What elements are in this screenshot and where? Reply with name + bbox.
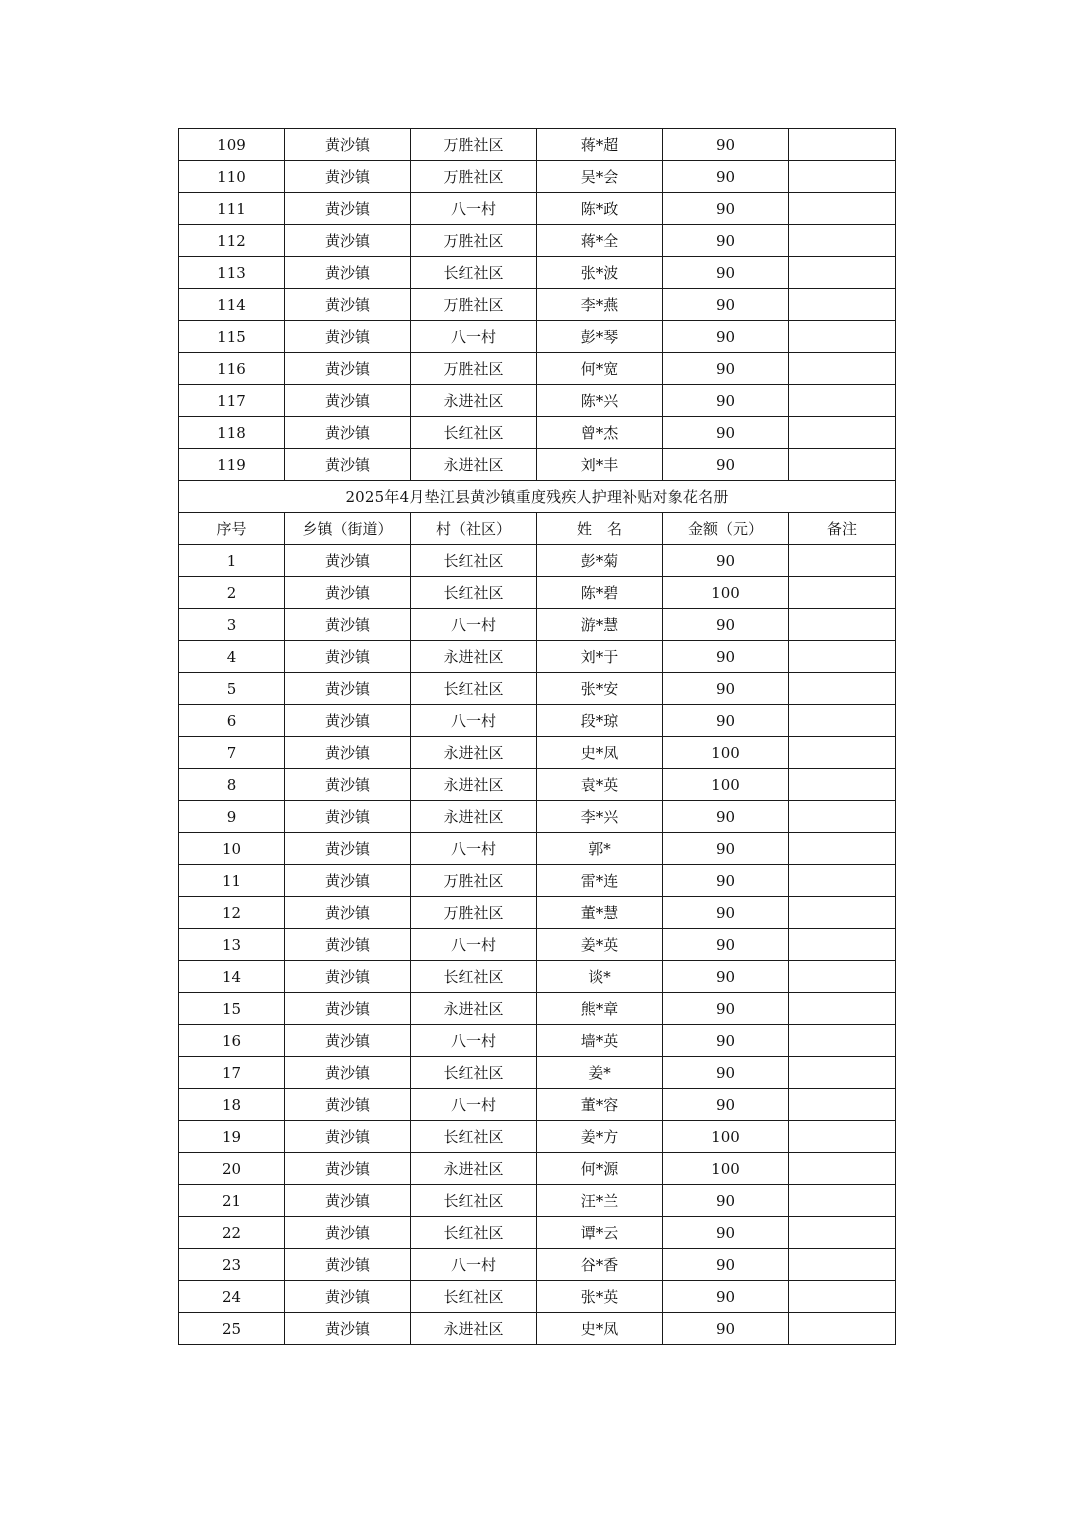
cell-amount: 100 — [663, 769, 789, 801]
cell-name: 段*琼 — [537, 705, 663, 737]
cell-village: 永进社区 — [411, 641, 537, 673]
cell-note — [789, 1025, 896, 1057]
table-row — [179, 1281, 896, 1313]
cell-name: 刘*丰 — [537, 449, 663, 481]
table-row — [179, 321, 896, 353]
cell-no: 21 — [179, 1185, 285, 1217]
main-rows — [179, 545, 896, 1345]
table-row — [179, 1025, 896, 1057]
cell-name: 李*兴 — [537, 801, 663, 833]
column-header-name: 姓 名 — [537, 513, 663, 545]
cell-name: 何*源 — [537, 1153, 663, 1185]
cell-town: 黄沙镇 — [285, 417, 411, 449]
cell-town: 黄沙镇 — [285, 577, 411, 609]
cell-amount: 90 — [663, 865, 789, 897]
cell-amount: 90 — [663, 1281, 789, 1313]
cell-name: 蒋*全 — [537, 225, 663, 257]
cell-town: 黄沙镇 — [285, 929, 411, 961]
cell-amount: 90 — [663, 833, 789, 865]
cell-town: 黄沙镇 — [285, 1185, 411, 1217]
cell-amount: 90 — [663, 1089, 789, 1121]
cell-amount: 90 — [663, 801, 789, 833]
cell-name: 姜* — [537, 1057, 663, 1089]
table-row — [179, 129, 896, 161]
cell-name: 墙*英 — [537, 1025, 663, 1057]
column-header-town: 乡镇（街道） — [285, 513, 411, 545]
cell-note — [789, 1313, 896, 1345]
cell-amount: 90 — [663, 961, 789, 993]
cell-name: 陈*政 — [537, 193, 663, 225]
table-row — [179, 1089, 896, 1121]
cell-note — [789, 257, 896, 289]
cell-town: 黄沙镇 — [285, 1025, 411, 1057]
column-header-no: 序号 — [179, 513, 285, 545]
cell-name: 李*燕 — [537, 289, 663, 321]
table-row — [179, 1249, 896, 1281]
cell-note — [789, 769, 896, 801]
cell-name: 董*容 — [537, 1089, 663, 1121]
cell-amount: 100 — [663, 1121, 789, 1153]
table-row — [179, 769, 896, 801]
cell-amount: 90 — [663, 193, 789, 225]
cell-amount: 90 — [663, 1025, 789, 1057]
cell-no: 8 — [179, 769, 285, 801]
cell-amount: 90 — [663, 641, 789, 673]
cell-note — [789, 193, 896, 225]
cell-note — [789, 897, 896, 929]
cell-no: 109 — [179, 129, 285, 161]
cell-name: 姜*方 — [537, 1121, 663, 1153]
cell-no: 2 — [179, 577, 285, 609]
cell-town: 黄沙镇 — [285, 321, 411, 353]
cell-town: 黄沙镇 — [285, 289, 411, 321]
cell-note — [789, 1057, 896, 1089]
cell-amount: 90 — [663, 993, 789, 1025]
cell-name: 雷*连 — [537, 865, 663, 897]
cell-village: 八一村 — [411, 609, 537, 641]
cell-town: 黄沙镇 — [285, 865, 411, 897]
table-row — [179, 673, 896, 705]
cell-note — [789, 289, 896, 321]
cell-amount: 90 — [663, 929, 789, 961]
cell-no: 16 — [179, 1025, 285, 1057]
cell-no: 23 — [179, 1249, 285, 1281]
cell-village: 永进社区 — [411, 1153, 537, 1185]
cell-amount: 90 — [663, 1185, 789, 1217]
table-row — [179, 417, 896, 449]
cell-note — [789, 673, 896, 705]
table-row — [179, 1057, 896, 1089]
cell-amount: 90 — [663, 289, 789, 321]
table-row — [179, 1185, 896, 1217]
cell-name: 张*波 — [537, 257, 663, 289]
cell-no: 3 — [179, 609, 285, 641]
cell-village: 永进社区 — [411, 993, 537, 1025]
cell-village: 永进社区 — [411, 385, 537, 417]
cell-note — [789, 353, 896, 385]
cell-village: 永进社区 — [411, 737, 537, 769]
table-row — [179, 449, 896, 481]
cell-name: 何*宽 — [537, 353, 663, 385]
column-header-amount: 金额（元） — [663, 513, 789, 545]
cell-amount: 90 — [663, 1217, 789, 1249]
table-row — [179, 289, 896, 321]
cell-town: 黄沙镇 — [285, 641, 411, 673]
cell-town: 黄沙镇 — [285, 353, 411, 385]
table-row — [179, 1121, 896, 1153]
table-row — [179, 641, 896, 673]
cell-town: 黄沙镇 — [285, 1121, 411, 1153]
cell-no: 116 — [179, 353, 285, 385]
column-header-note: 备注 — [789, 513, 896, 545]
table-row — [179, 897, 896, 929]
cell-no: 13 — [179, 929, 285, 961]
cell-amount: 90 — [663, 609, 789, 641]
cell-name: 谈* — [537, 961, 663, 993]
cell-no: 117 — [179, 385, 285, 417]
cell-no: 118 — [179, 417, 285, 449]
cell-note — [789, 929, 896, 961]
cell-name: 吴*会 — [537, 161, 663, 193]
cell-note — [789, 993, 896, 1025]
continued-rows — [179, 129, 896, 481]
cell-note — [789, 1249, 896, 1281]
table-row — [179, 1217, 896, 1249]
cell-town: 黄沙镇 — [285, 993, 411, 1025]
cell-amount: 90 — [663, 417, 789, 449]
cell-village: 八一村 — [411, 1249, 537, 1281]
cell-no: 9 — [179, 801, 285, 833]
cell-amount: 90 — [663, 673, 789, 705]
cell-no: 5 — [179, 673, 285, 705]
cell-name: 张*英 — [537, 1281, 663, 1313]
table-row — [179, 737, 896, 769]
cell-amount: 100 — [663, 737, 789, 769]
cell-town: 黄沙镇 — [285, 225, 411, 257]
cell-town: 黄沙镇 — [285, 1153, 411, 1185]
cell-town: 黄沙镇 — [285, 737, 411, 769]
cell-village: 八一村 — [411, 1025, 537, 1057]
cell-town: 黄沙镇 — [285, 1089, 411, 1121]
cell-amount: 90 — [663, 449, 789, 481]
cell-name: 董*慧 — [537, 897, 663, 929]
cell-town: 黄沙镇 — [285, 961, 411, 993]
cell-town: 黄沙镇 — [285, 449, 411, 481]
cell-no: 1 — [179, 545, 285, 577]
header-row — [179, 513, 896, 545]
table-row — [179, 705, 896, 737]
title-row — [179, 481, 896, 513]
table-row — [179, 161, 896, 193]
table-row — [179, 1313, 896, 1345]
cell-note — [789, 321, 896, 353]
cell-no: 24 — [179, 1281, 285, 1313]
cell-note — [789, 641, 896, 673]
cell-note — [789, 161, 896, 193]
table-row — [179, 993, 896, 1025]
table-row — [179, 353, 896, 385]
cell-amount: 90 — [663, 545, 789, 577]
cell-amount: 90 — [663, 1057, 789, 1089]
cell-note — [789, 1185, 896, 1217]
cell-town: 黄沙镇 — [285, 545, 411, 577]
cell-village: 长红社区 — [411, 577, 537, 609]
table-title: 2025年4月垫江县黄沙镇重度残疾人护理补贴对象花名册 — [179, 481, 896, 513]
cell-no: 18 — [179, 1089, 285, 1121]
cell-note — [789, 609, 896, 641]
cell-town: 黄沙镇 — [285, 129, 411, 161]
cell-no: 25 — [179, 1313, 285, 1345]
cell-amount: 90 — [663, 129, 789, 161]
cell-name: 谷*香 — [537, 1249, 663, 1281]
cell-village: 万胜社区 — [411, 353, 537, 385]
cell-town: 黄沙镇 — [285, 801, 411, 833]
cell-name: 蒋*超 — [537, 129, 663, 161]
cell-no: 114 — [179, 289, 285, 321]
cell-note — [789, 865, 896, 897]
cell-amount: 90 — [663, 897, 789, 929]
cell-name: 游*慧 — [537, 609, 663, 641]
cell-town: 黄沙镇 — [285, 1217, 411, 1249]
cell-village: 长红社区 — [411, 257, 537, 289]
table-row — [179, 801, 896, 833]
cell-no: 17 — [179, 1057, 285, 1089]
cell-name: 姜*英 — [537, 929, 663, 961]
cell-name: 汪*兰 — [537, 1185, 663, 1217]
cell-town: 黄沙镇 — [285, 1057, 411, 1089]
cell-note — [789, 1121, 896, 1153]
cell-note — [789, 1281, 896, 1313]
cell-amount: 90 — [663, 257, 789, 289]
cell-no: 15 — [179, 993, 285, 1025]
cell-town: 黄沙镇 — [285, 161, 411, 193]
cell-amount: 90 — [663, 1249, 789, 1281]
cell-village: 永进社区 — [411, 769, 537, 801]
cell-village: 长红社区 — [411, 1281, 537, 1313]
cell-town: 黄沙镇 — [285, 1313, 411, 1345]
roster-table — [178, 128, 896, 1345]
cell-village: 长红社区 — [411, 1217, 537, 1249]
cell-town: 黄沙镇 — [285, 833, 411, 865]
cell-town: 黄沙镇 — [285, 609, 411, 641]
cell-village: 八一村 — [411, 1089, 537, 1121]
table-row — [179, 545, 896, 577]
cell-note — [789, 385, 896, 417]
cell-note — [789, 1153, 896, 1185]
cell-no: 119 — [179, 449, 285, 481]
cell-note — [789, 1089, 896, 1121]
cell-village: 长红社区 — [411, 1121, 537, 1153]
cell-name: 史*凤 — [537, 737, 663, 769]
cell-village: 万胜社区 — [411, 225, 537, 257]
table-row — [179, 257, 896, 289]
table-row — [179, 1153, 896, 1185]
cell-no: 6 — [179, 705, 285, 737]
cell-no: 113 — [179, 257, 285, 289]
cell-no: 111 — [179, 193, 285, 225]
cell-name: 陈*碧 — [537, 577, 663, 609]
cell-town: 黄沙镇 — [285, 257, 411, 289]
cell-amount: 90 — [663, 353, 789, 385]
cell-name: 史*凤 — [537, 1313, 663, 1345]
cell-village: 八一村 — [411, 929, 537, 961]
cell-note — [789, 737, 896, 769]
cell-village: 长红社区 — [411, 1057, 537, 1089]
cell-village: 永进社区 — [411, 801, 537, 833]
cell-name: 袁*英 — [537, 769, 663, 801]
cell-no: 11 — [179, 865, 285, 897]
table-row — [179, 225, 896, 257]
cell-no: 22 — [179, 1217, 285, 1249]
table-row — [179, 193, 896, 225]
cell-note — [789, 417, 896, 449]
cell-village: 永进社区 — [411, 1313, 537, 1345]
cell-village: 八一村 — [411, 705, 537, 737]
cell-town: 黄沙镇 — [285, 193, 411, 225]
cell-village: 长红社区 — [411, 961, 537, 993]
table-row — [179, 929, 896, 961]
cell-amount: 90 — [663, 705, 789, 737]
table-row — [179, 385, 896, 417]
cell-no: 110 — [179, 161, 285, 193]
cell-note — [789, 545, 896, 577]
cell-no: 20 — [179, 1153, 285, 1185]
cell-village: 永进社区 — [411, 449, 537, 481]
cell-no: 19 — [179, 1121, 285, 1153]
cell-village: 长红社区 — [411, 417, 537, 449]
cell-no: 112 — [179, 225, 285, 257]
table-row — [179, 609, 896, 641]
cell-note — [789, 961, 896, 993]
cell-no: 4 — [179, 641, 285, 673]
cell-village: 万胜社区 — [411, 129, 537, 161]
cell-village: 长红社区 — [411, 1185, 537, 1217]
table-row — [179, 833, 896, 865]
cell-name: 刘*于 — [537, 641, 663, 673]
table-row — [179, 577, 896, 609]
cell-name: 熊*章 — [537, 993, 663, 1025]
cell-no: 14 — [179, 961, 285, 993]
cell-amount: 90 — [663, 161, 789, 193]
cell-name: 张*安 — [537, 673, 663, 705]
cell-name: 谭*云 — [537, 1217, 663, 1249]
cell-name: 彭*琴 — [537, 321, 663, 353]
cell-town: 黄沙镇 — [285, 1281, 411, 1313]
cell-town: 黄沙镇 — [285, 673, 411, 705]
cell-note — [789, 1217, 896, 1249]
cell-town: 黄沙镇 — [285, 897, 411, 929]
cell-town: 黄沙镇 — [285, 1249, 411, 1281]
cell-name: 彭*菊 — [537, 545, 663, 577]
cell-note — [789, 129, 896, 161]
cell-village: 长红社区 — [411, 673, 537, 705]
cell-town: 黄沙镇 — [285, 705, 411, 737]
cell-amount: 90 — [663, 225, 789, 257]
cell-village: 八一村 — [411, 833, 537, 865]
cell-note — [789, 833, 896, 865]
cell-name: 曾*杰 — [537, 417, 663, 449]
cell-no: 10 — [179, 833, 285, 865]
cell-note — [789, 577, 896, 609]
cell-town: 黄沙镇 — [285, 385, 411, 417]
cell-village: 八一村 — [411, 193, 537, 225]
cell-name: 陈*兴 — [537, 385, 663, 417]
cell-village: 八一村 — [411, 321, 537, 353]
cell-name: 郭* — [537, 833, 663, 865]
table-title-section — [179, 481, 896, 545]
cell-note — [789, 449, 896, 481]
cell-amount: 90 — [663, 1313, 789, 1345]
cell-amount: 100 — [663, 577, 789, 609]
column-header-village: 村（社区） — [411, 513, 537, 545]
cell-no: 7 — [179, 737, 285, 769]
cell-village: 万胜社区 — [411, 161, 537, 193]
cell-village: 万胜社区 — [411, 289, 537, 321]
table-row — [179, 865, 896, 897]
cell-amount: 90 — [663, 321, 789, 353]
cell-amount: 100 — [663, 1153, 789, 1185]
cell-note — [789, 801, 896, 833]
cell-note — [789, 705, 896, 737]
cell-village: 万胜社区 — [411, 865, 537, 897]
cell-no: 12 — [179, 897, 285, 929]
table-row — [179, 961, 896, 993]
cell-no: 115 — [179, 321, 285, 353]
cell-town: 黄沙镇 — [285, 769, 411, 801]
cell-village: 万胜社区 — [411, 897, 537, 929]
cell-amount: 90 — [663, 385, 789, 417]
cell-note — [789, 225, 896, 257]
cell-village: 长红社区 — [411, 545, 537, 577]
